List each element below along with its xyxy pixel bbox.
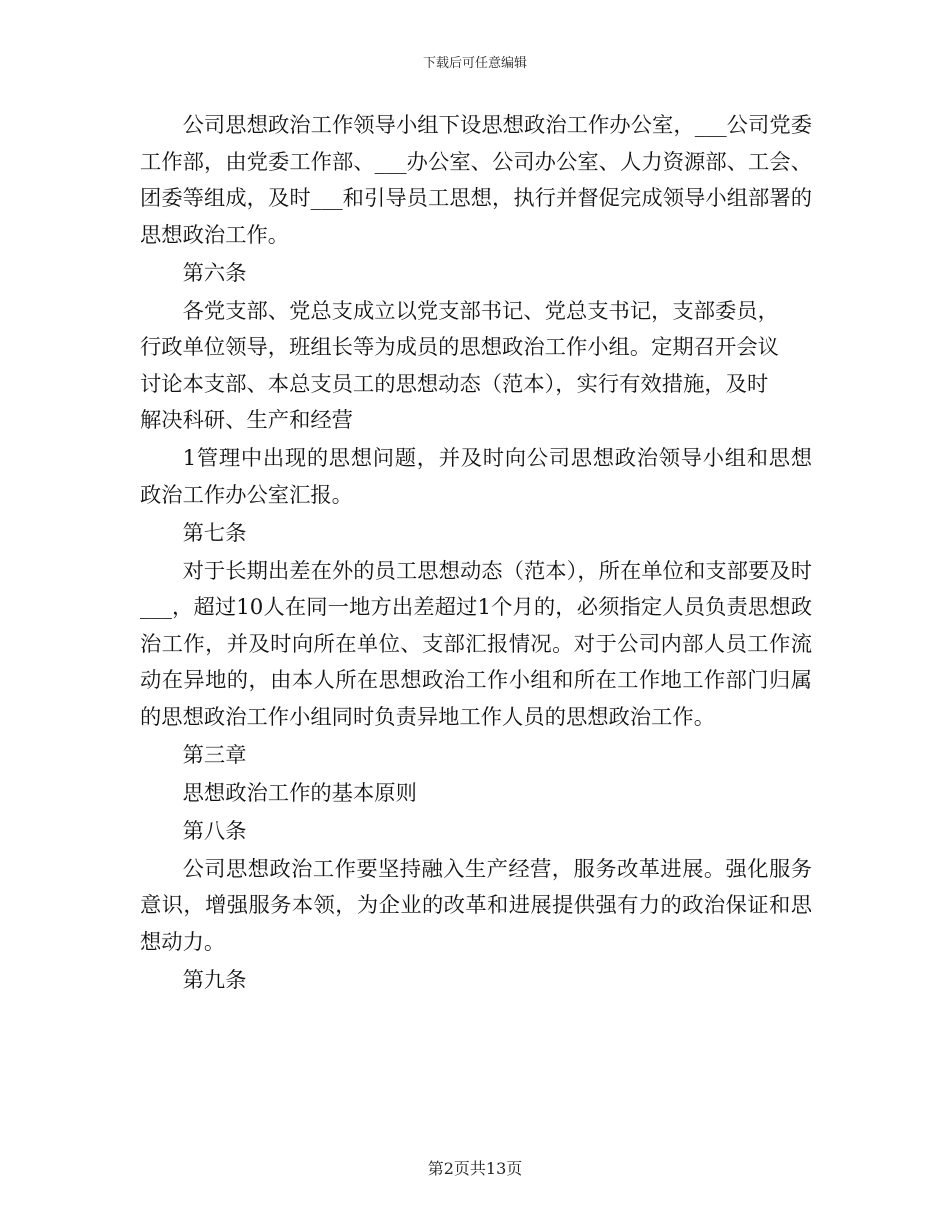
- paragraph-branch-line-3: 讨论本支部、本总支员工的思想动态（范本），实行有效措施，及时: [140, 371, 769, 397]
- paragraph-branch-line-1: 各党支部、党总支成立以党支部书记、党总支书记，支部委员，: [182, 298, 779, 324]
- page-number: 第2页共13页: [427, 1159, 523, 1178]
- article-heading-6: 第六条: [182, 260, 247, 286]
- paragraph-office: 公司思想政治工作领导小组下设思想政治工作办公室，___公司党委工作部，由党委工作部、___办公室、公司办公室、人力资源部、工会、团委等组成，及时___和引导员工思想，执行并督促完成领导小组部署的思想政治工作。: [140, 113, 812, 248]
- chapter-title: 思想政治工作的基本原则: [182, 780, 417, 806]
- article-heading-7: 第七条: [182, 520, 247, 546]
- paragraph-principles: 公司思想政治工作要坚持融入生产经营，服务改革进展。强化服务意识，增强服务本领，为企业的改革和进展提供强有力的政治保证和思想动力。: [140, 856, 812, 955]
- paragraph-branch-line-4: 解决科研、生产和经营: [140, 408, 353, 433]
- document-body: [140, 108, 812, 1001]
- chapter-heading-3: 第三章: [182, 742, 247, 768]
- article-heading-8: 第八条: [182, 818, 247, 844]
- article-heading-9: 第九条: [182, 967, 247, 993]
- paragraph-branch-line-2: 行政单位领导，班组长等为成员的思想政治工作小组。定期召开会议: [140, 335, 779, 360]
- paragraph-management: 1管理中出现的思想问题，并及时向公司思想政治领导小组和思想政治工作办公室汇报。: [140, 446, 812, 508]
- header-note: 下载后可任意编辑: [422, 56, 527, 71]
- paragraph-business-travel: 对于长期出差在外的员工思想动态（范本），所在单位和支部要及时___，超过10人在同一地方出差超过1个月的，必须指定人员负责思想政治工作，并及时向所在单位、支部汇报情况。对于公司内部人员工作流动在异地的，由本人所在思想政治工作小组和所在工作地工作部门归属的思想政治工作小组同时负责异地工作人员的思想政治工作。: [140, 558, 812, 730]
